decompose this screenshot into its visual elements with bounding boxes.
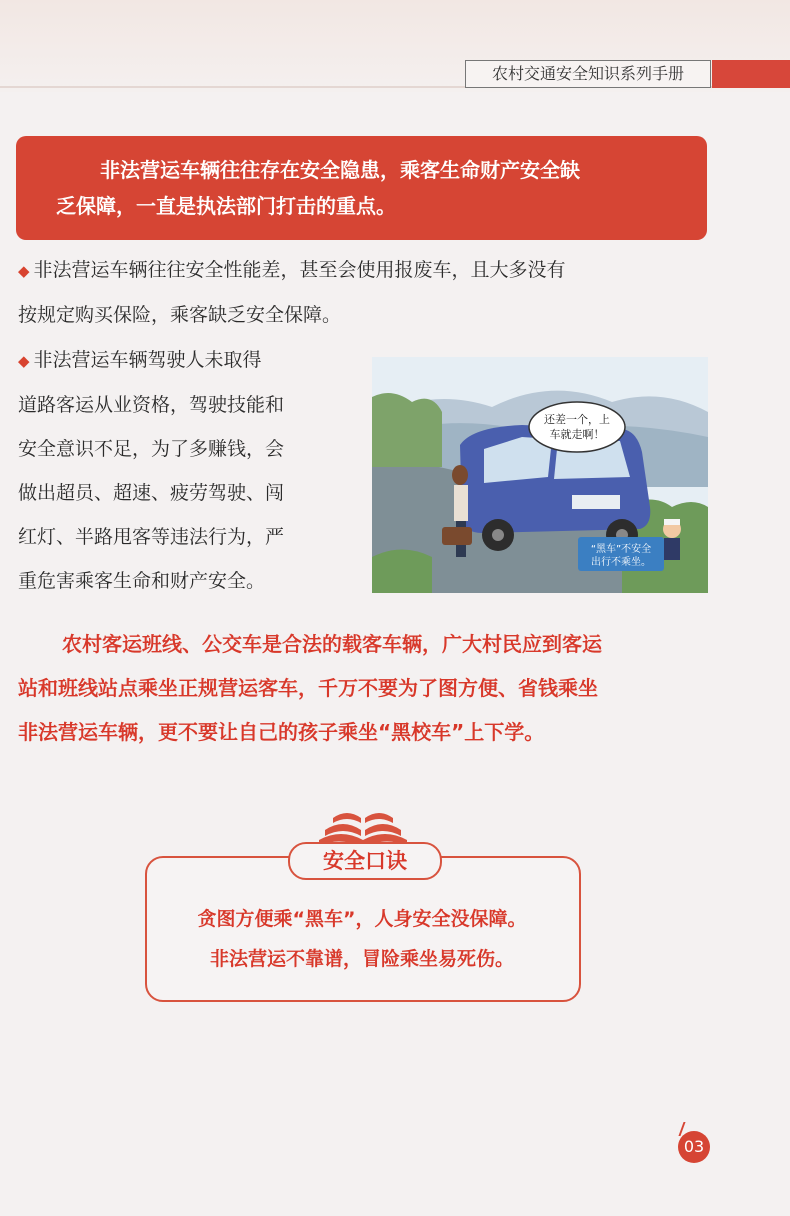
bullet-2-line-1: 非法营运车辆驾驶人未取得 [33, 349, 262, 371]
emphasis-line-1: 农村客运班线、公交车是合法的载客车辆，广大村民应到客运 [62, 632, 602, 656]
bullet-2-line-5: 红灯、半路甩客等违法行为，严 [18, 526, 285, 548]
safety-rhyme-line-2: 非法营运不靠谱，冒险乘坐易死伤。 [209, 948, 514, 970]
safety-rhyme-title: 安全口诀 [288, 842, 442, 880]
key-point-banner [16, 136, 707, 240]
speech-bubble-line-1: 还差一个，上 [544, 413, 610, 426]
safety-rhyme-line-1: 贪图方便乘“黑车”，人身安全没保障。 [197, 908, 527, 930]
bullet-2-line-6: 重危害乘客生命和财产安全。 [18, 570, 266, 592]
bullet-1-line-1: 非法营运车辆往往安全性能差，甚至会使用报废车，且大多没有 [33, 259, 566, 281]
emphasis-line-3: 非法营运车辆，更不要让自己的孩子乘坐“黑校车”上下学。 [18, 720, 545, 744]
banner-line-1: 非法营运车辆往往存在安全隐患，乘客生命财产安全缺 [100, 158, 580, 182]
open-book-icon [313, 790, 413, 850]
bullet-paragraph-2 [18, 338, 356, 603]
bullet-2-line-3: 安全意识不足，为了多赚钱，会 [18, 438, 285, 460]
series-tab-decoration [712, 60, 790, 88]
emphasis-line-2: 站和班线站点乘坐正规营运客车，千万不要为了图方便、省钱乘坐 [18, 676, 598, 700]
bullet-1-line-2: 按规定购买保险，乘客缺乏安全保障。 [18, 304, 342, 326]
speech-bubble-line-2: 车就走啊！ [549, 428, 605, 441]
diamond-bullet-icon: ◆ [18, 352, 30, 370]
sign-line-1: “黑车”不安全 [590, 544, 652, 555]
diamond-bullet-icon: ◆ [18, 262, 30, 280]
bullet-2-line-4: 做出超员、超速、疲劳驾驶、闯 [18, 482, 285, 504]
emphasis-paragraph [18, 622, 718, 754]
page-number: 03 [678, 1131, 710, 1163]
bullet-2-line-2: 道路客运从业资格，驾驶技能和 [18, 394, 285, 416]
banner-line-2: 乏保障，一直是执法部门打击的重点。 [56, 194, 396, 218]
series-title: 农村交通安全知识系列手册 [465, 60, 711, 88]
sign-line-2: 出行不乘坐。 [591, 557, 651, 568]
bullet-paragraph-1 [18, 248, 718, 337]
illegal-van-illustration [372, 357, 708, 593]
